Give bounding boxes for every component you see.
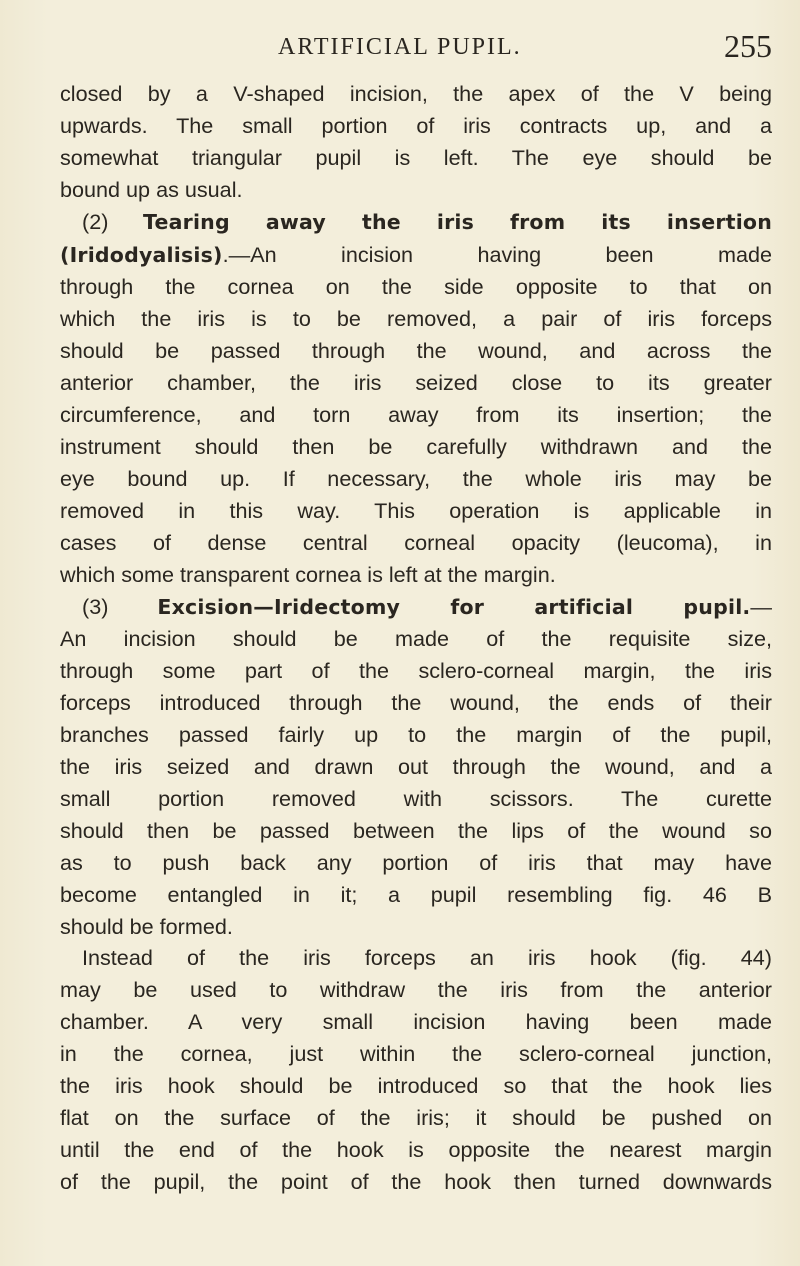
text-run: through the cornea on the side opposite to that on — [60, 274, 772, 300]
text-run: small portion removed with scissors. The curette — [60, 785, 772, 811]
text-run: chamber. A very small incision having been made — [60, 1009, 772, 1035]
text-run: may be used to withdraw the iris from the anterior — [60, 977, 772, 1003]
text-line — [60, 1166, 772, 1198]
text-line — [60, 1102, 772, 1134]
text-run: (2) — [82, 208, 144, 234]
text-line — [60, 1134, 772, 1166]
text-line — [60, 783, 772, 815]
text-run: should be passed through the wound, and across the — [60, 338, 772, 364]
text-line — [60, 687, 772, 719]
body-text — [60, 78, 772, 1198]
text-line — [60, 335, 772, 367]
text-line — [60, 591, 772, 624]
text-line — [60, 942, 772, 974]
text-line — [60, 495, 772, 527]
text-run: the iris hook should be introduced so that the hook lies — [60, 1073, 772, 1099]
text-run: through some part of the sclero-corneal margin, the iris — [60, 658, 772, 684]
text-line — [60, 399, 772, 431]
text-run: anterior chamber, the iris seized close to its greater — [60, 370, 772, 396]
text-line — [60, 303, 772, 335]
bold-heading-text: Tearing away the iris from its insertion — [143, 209, 772, 234]
text-run: An incision should be made of the requisite size, — [60, 626, 772, 652]
text-run: circumference, and torn away from its insertion; the — [60, 402, 772, 428]
text-line — [60, 559, 772, 591]
text-run: (3) — [82, 593, 158, 619]
text-run: removed in this way. This operation is applicable in — [60, 497, 772, 523]
text-line — [60, 655, 772, 687]
text-run: which some transparent cornea is left at the margin. — [60, 561, 556, 587]
text-line — [60, 142, 772, 174]
text-run: which the iris is to be removed, a pair of iris forceps — [60, 306, 772, 332]
text-line — [60, 719, 772, 751]
text-line — [60, 879, 772, 911]
text-run: in the cornea, just within the sclero-corneal junction, — [60, 1041, 772, 1067]
text-line — [60, 1006, 772, 1038]
text-line — [60, 367, 772, 399]
text-line — [60, 623, 772, 655]
page-header — [60, 28, 772, 68]
text-run: eye bound up. If necessary, the whole iris may be — [60, 465, 772, 491]
bold-heading-text: (Iridodyalisis) — [60, 242, 223, 267]
text-run: somewhat triangular pupil is left. The eye should be — [60, 144, 772, 170]
text-line — [60, 206, 772, 239]
text-line — [60, 174, 772, 206]
page-number: 255 — [724, 28, 772, 64]
text-run: flat on the surface of the iris; it should be pushed on — [60, 1105, 772, 1130]
text-run: of the pupil, the point of the hook then turned downwards — [60, 1168, 772, 1194]
bold-heading-text: Excision—Iridectomy for artificial pupil. — [157, 594, 751, 619]
text-run: should then be passed between the lips of the wound so — [60, 817, 772, 843]
text-line — [60, 911, 772, 943]
text-line — [60, 110, 772, 142]
text-run: cases of dense central corneal opacity (leucoma), in — [60, 529, 772, 555]
text-run: Instead of the iris forceps an iris hook (fig. 44) — [82, 945, 772, 971]
text-run: as to push back any portion of iris that may have — [60, 849, 772, 875]
text-line — [60, 751, 772, 783]
text-line — [60, 974, 772, 1006]
text-run: until the end of the hook is opposite the nearest margin — [60, 1136, 772, 1162]
text-line — [60, 431, 772, 463]
text-line — [60, 847, 772, 879]
text-run: instrument should then be carefully withdrawn and the — [60, 433, 772, 459]
text-line — [60, 271, 772, 303]
text-run: bound up as usual. — [60, 176, 243, 202]
text-run: the iris seized and drawn out through the wound, and a — [60, 754, 772, 780]
text-line — [60, 78, 772, 110]
text-line — [60, 239, 772, 272]
text-line — [60, 1070, 772, 1102]
text-run: forceps introduced through the wound, the ends of their — [60, 690, 772, 716]
text-line — [60, 527, 772, 559]
text-run: — — [750, 593, 772, 619]
text-run: closed by a V-shaped incision, the apex of the V being — [60, 81, 772, 106]
text-line — [60, 815, 772, 847]
text-run: upwards. The small portion of iris contracts up, and a — [60, 112, 772, 138]
text-run: branches passed fairly up to the margin of the pupil, — [60, 722, 772, 748]
text-run: become entangled in it; a pupil resembling fig. 46 B — [60, 881, 772, 907]
text-run: should be formed. — [60, 913, 233, 939]
running-head: ARTIFICIAL PUPIL. — [278, 34, 522, 60]
text-run: .—An incision having been made — [222, 241, 772, 267]
text-line — [60, 1038, 772, 1070]
text-line — [60, 463, 772, 495]
